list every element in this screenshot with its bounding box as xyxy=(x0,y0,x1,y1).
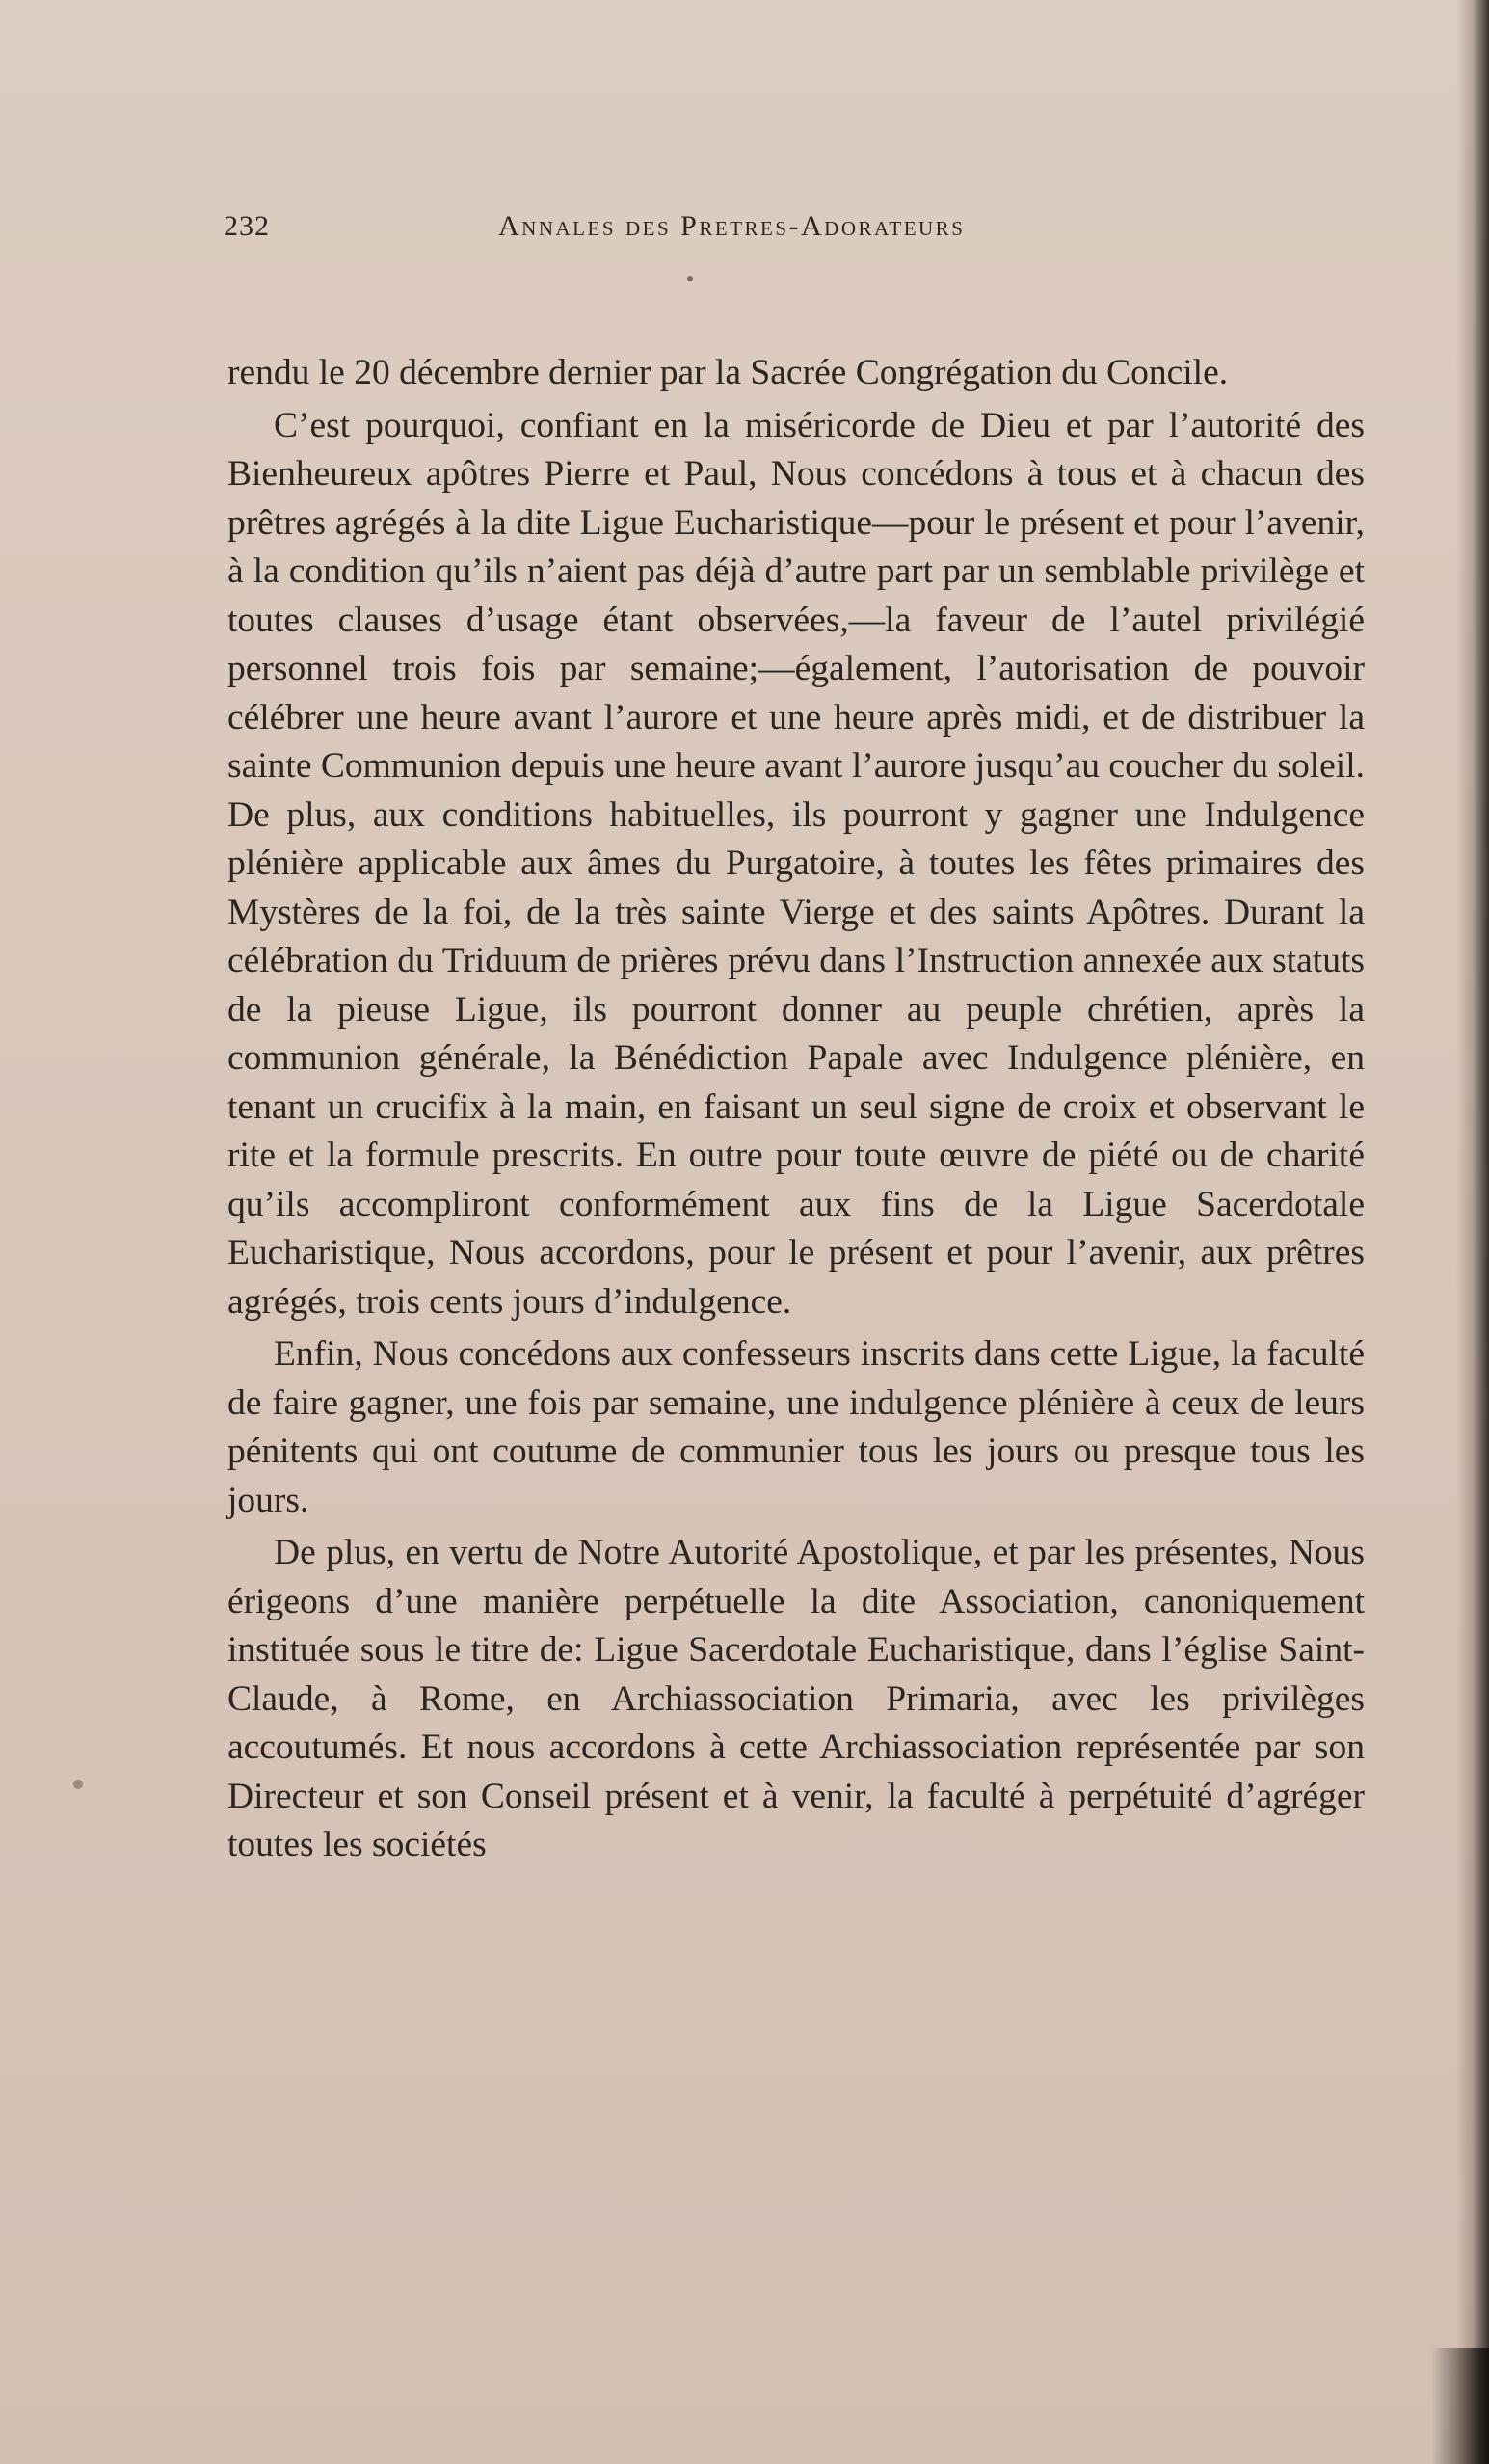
running-head: Annales des Pretres-Adorateurs xyxy=(498,210,966,242)
ink-speck xyxy=(73,1780,83,1789)
paragraph: C’est pourquoi, confiant en la miséricorde de Dieu et par l’autorité des Bienheureux apôtres Pierre et Paul, Nous concédons à tous et à chacun des prêtres agrégés à la dite Ligue Eucharistique—pour le présent et pour l’avenir, à la condition qu’ils n’aient pas déjà d’autre part par un semblable privilège et toutes clauses d’usage étant observées,—la faveur de l’autel privilégié personnel trois fois par semaine;—également, l’autorisation de pouvoir célébrer une heure avant l’aurore et une heure après midi, et de distribuer la sainte Communion depuis une heure avant l’aurore jusqu’au coucher du soleil. De plus, aux conditions habituelles, ils pourront y gagner une Indulgence plénière applicable aux âmes du Purgatoire, à toutes les fêtes primaires des Mystères de la foi, de la très sainte Vierge et des saints Apôtres. Durant la célébration du Triduum de prières prévu dans l’Instruction annexée aux statuts de la pieuse Ligue, ils pourront donner au peuple chrétien, après la communion générale, la Bénédiction Papale avec Indulgence plénière, en tenant un crucifix à la main, en faisant un seul signe de croix et observant le rite et la formule prescrits. En outre pour toute œuvre de piété ou de charité qu’ils accompliront conformément aux fins de la Ligue Sacerdotale Eucharistique, Nous accordons, pour le présent et pour l’avenir, aux prêtres agrégés, trois cents jours d’indulgence. xyxy=(227,405,1365,1322)
page-header xyxy=(224,210,1361,258)
paragraph: Enfin, Nous concédons aux confesseurs inscrits dans cette Ligue, la faculté de faire gagner, une fois par semaine, une indulgence plénière à ceux de leurs pénitents qui ont coutume de communier tous les jours ou presque tous les jours. xyxy=(227,1334,1365,1520)
paragraph: De plus, en vertu de Notre Autorité Apostolique, et par les présentes, Nous érigeons d’une manière perpétuelle la dite Association, canoniquement instituée sous le titre de: Ligue Sacerdotale Eucharistique, dans l’église Saint-Claude, à Rome, en Archiassociation Primaria, avec les privilèges accoutumés. Et nous accordons à cette Archiassociation représentée par son Directeur et son Conseil présent et à venir, la faculté à perpétuité d’agréger toutes les sociétés xyxy=(227,1533,1365,1864)
page-number: 232 xyxy=(224,210,270,242)
ink-speck xyxy=(687,276,693,281)
page-corner-shadow xyxy=(1431,2348,1489,2464)
body-text xyxy=(227,349,1365,1870)
page-spine-shadow xyxy=(1456,0,1489,2464)
paragraph: rendu le 20 décembre dernier par la Sacrée Congrégation du Concile. xyxy=(227,353,1229,392)
